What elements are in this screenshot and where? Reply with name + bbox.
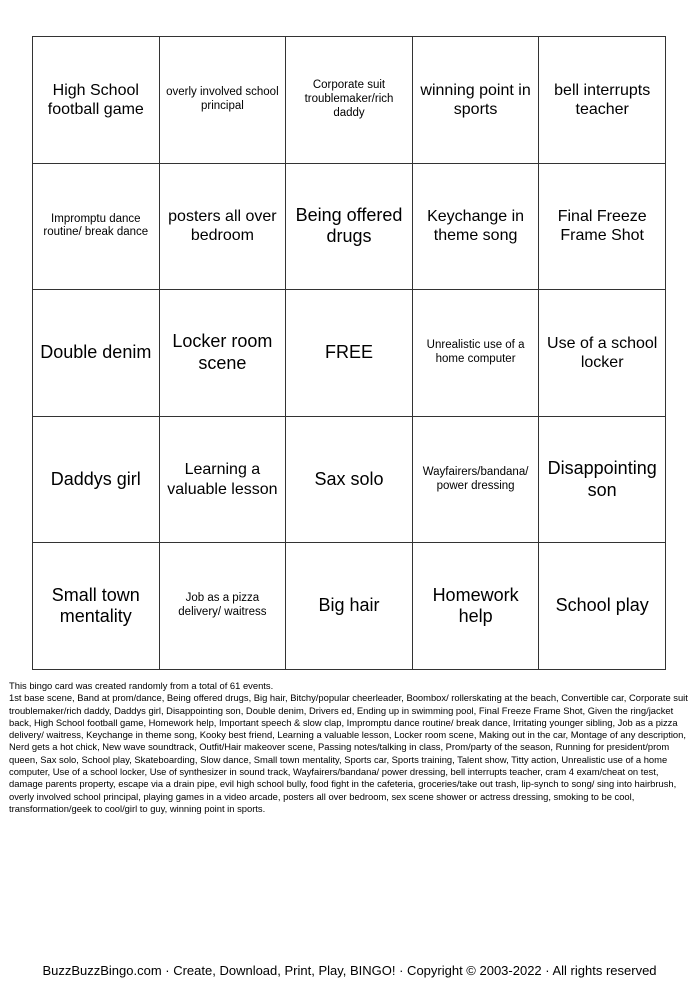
bingo-cell: Wayfairers/bandana/ power dressing — [412, 416, 539, 543]
bingo-cell: Corporate suit troublemaker/rich daddy — [286, 37, 413, 164]
bingo-cell: Use of a school locker — [539, 290, 666, 417]
bingo-cell: Unrealistic use of a home computer — [412, 290, 539, 417]
bingo-cell: overly involved school principal — [159, 37, 286, 164]
bingo-cell: Big hair — [286, 543, 413, 670]
bingo-cell: Impromptu dance routine/ break dance — [33, 163, 160, 290]
bingo-row — [33, 37, 666, 164]
bingo-cell: Homework help — [412, 543, 539, 670]
bingo-cell: bell interrupts teacher — [539, 37, 666, 164]
bingo-cell: FREE — [286, 290, 413, 417]
bingo-cell: Learning a valuable lesson — [159, 416, 286, 543]
card-intro-text: This bingo card was created randomly from a total of 61 events. — [9, 680, 274, 691]
bingo-cell: Daddys girl — [33, 416, 160, 543]
bingo-cell: Sax solo — [286, 416, 413, 543]
bingo-cell: Locker room scene — [159, 290, 286, 417]
bingo-cell: Final Freeze Frame Shot — [539, 163, 666, 290]
bingo-cell: High School football game — [33, 37, 160, 164]
bingo-cell: Job as a pizza delivery/ waitress — [159, 543, 286, 670]
bingo-row — [33, 416, 666, 543]
bingo-cell: Disappointing son — [539, 416, 666, 543]
bingo-row — [33, 163, 666, 290]
bingo-cell: posters all over bedroom — [159, 163, 286, 290]
bingo-cell: Double denim — [33, 290, 160, 417]
card-info — [9, 680, 689, 815]
bingo-cell: Small town mentality — [33, 543, 160, 670]
bingo-card-grid — [32, 36, 666, 670]
event-list-text: 1st base scene, Band at prom/dance, Being offered drugs, Big hair, Bitchy/popular cheerleader, Boombox/ rollerskating at the beach, Convertible car, Corporate suit troublemaker/rich daddy, Daddys girl, Disappointing son, Double denim, Drivers ed, Ending up in swimming pool, Final Freeze Frame Shot, Given the ring/jacket back, High School football game, Homework help, Important speech & slow clap, Impromptu dance routine/ break dance, Irritating younger sibling, Job as a pizza delivery/ waitress, Keychange in theme song, Kooky best friend, Learning a valuable lesson, Locker room scene, Making out in the car, Montage of any description, Nerd gets a hot chick, New wave soundtrack, Outfit/Hair makeover scene, Passing notes/talking in class, Prom/party of the season, Running for president/prom queen, Sax solo, School play, Skateboarding, Slow dance, Small town mentality, Sports car, Sports training, Talent show, Titty action, Unrealistic use of a home computer, Use of a school locker, Use of synthesizer in sound track, Wayfairers/bandana/ power dressing, bell interrupts teacher, cram 4 exam/cheat on test, damage parents property, escape via a drain pipe, evil high school bully, food fight in the cafeteria, groceries/take out trash, lip-synch to song/ sing into hairbrush, overly involved school principal, playing games in a video arcade, posters all over bedroom, sex scene shower or actress dressing, smoking to be cool, transformation/geek to cool/girl to guy, winning point in sports. — [9, 692, 688, 814]
bingo-cell: School play — [539, 543, 666, 670]
copyright-footer: BuzzBuzzBingo.com · Create, Download, Print, Play, BINGO! · Copyright © 2003-2022 · All rights reserved — [42, 963, 657, 978]
bingo-row — [33, 290, 666, 417]
bingo-cell: Being offered drugs — [286, 163, 413, 290]
bingo-row — [33, 543, 666, 670]
bingo-cell: Keychange in theme song — [412, 163, 539, 290]
bingo-cell: winning point in sports — [412, 37, 539, 164]
